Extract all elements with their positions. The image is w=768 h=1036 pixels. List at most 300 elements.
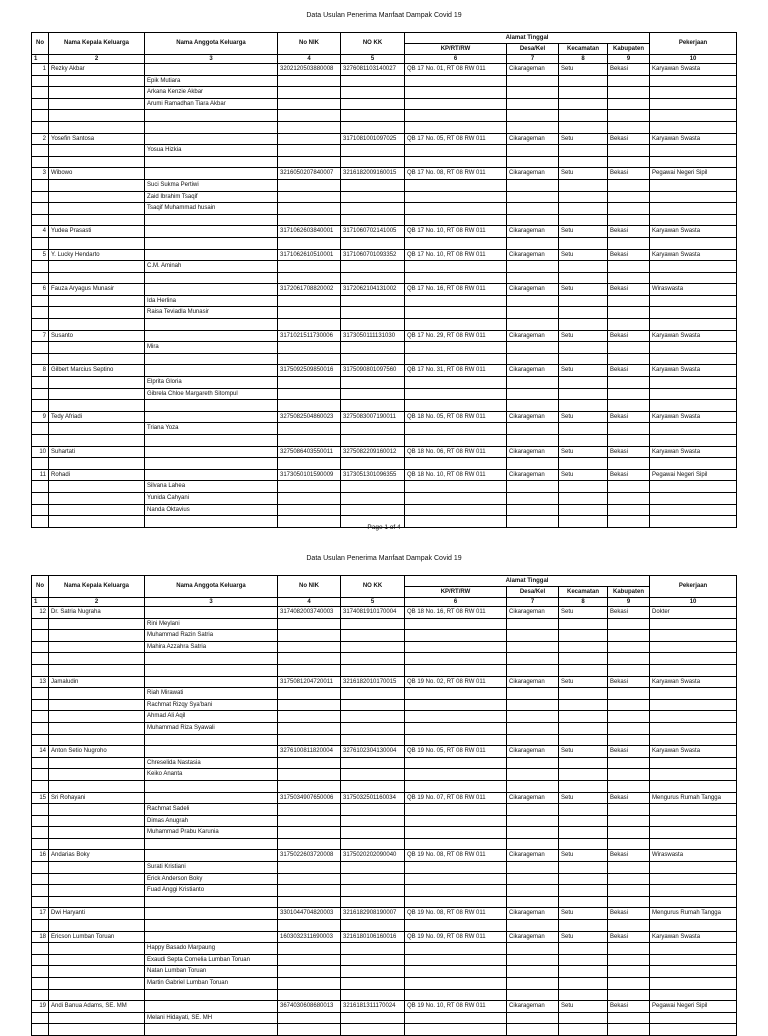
cell-anggota-keluarga: Natan Lumban Toruan bbox=[145, 966, 278, 978]
cell-nik bbox=[278, 885, 341, 897]
table-row bbox=[32, 815, 737, 827]
cell-kepala-keluarga bbox=[49, 769, 145, 781]
cell-nik bbox=[278, 400, 341, 412]
cell-no-kk bbox=[341, 804, 405, 816]
cell-no bbox=[32, 711, 49, 723]
cell-kepala-keluarga bbox=[49, 75, 145, 87]
cell-kecamatan bbox=[559, 641, 608, 653]
table-row bbox=[32, 954, 737, 966]
cell-kp-rt-rw: QB 19 No. 05, RT 08 RW 011 bbox=[405, 746, 507, 758]
cell-kepala-keluarga bbox=[49, 342, 145, 354]
cell-no bbox=[32, 943, 49, 955]
cell-anggota-keluarga: Chreselida Nastasia bbox=[145, 757, 278, 769]
table-row bbox=[32, 121, 737, 133]
cell-anggota-keluarga: Nanda Oktavius bbox=[145, 504, 278, 516]
cell-kp-rt-rw: QB 17 No. 10, RT 08 RW 011 bbox=[405, 226, 507, 238]
cell-no bbox=[32, 920, 49, 932]
table-row bbox=[32, 481, 737, 493]
table-row bbox=[32, 908, 737, 920]
table-row bbox=[32, 411, 737, 423]
cell-anggota-keluarga bbox=[145, 400, 278, 412]
cell-no bbox=[32, 388, 49, 400]
cell-anggota-keluarga bbox=[145, 989, 278, 1001]
table-row bbox=[32, 237, 737, 249]
cell-kepala-keluarga bbox=[49, 630, 145, 642]
cell-no-kk bbox=[341, 978, 405, 990]
cell-kecamatan bbox=[559, 98, 608, 110]
cell-kp-rt-rw bbox=[405, 966, 507, 978]
cell-no bbox=[32, 110, 49, 122]
cell-no-kk bbox=[341, 966, 405, 978]
cell-no-kk bbox=[341, 688, 405, 700]
cell-desa-kel: Cikarageman bbox=[507, 226, 559, 238]
page-footer bbox=[0, 520, 768, 534]
cell-anggota-keluarga bbox=[145, 850, 278, 862]
cell-kepala-keluarga bbox=[49, 804, 145, 816]
cell-kabupaten: Bekasi bbox=[608, 226, 650, 238]
cell-pekerjaan bbox=[650, 1012, 737, 1024]
cell-no-kk bbox=[341, 261, 405, 273]
cell-kabupaten bbox=[608, 664, 650, 676]
cell-anggota-keluarga bbox=[145, 896, 278, 908]
cell-desa-kel bbox=[507, 156, 559, 168]
cell-kepala-keluarga: Rohadi bbox=[49, 469, 145, 481]
header-kepala: Nama Kepala Keluarga bbox=[49, 576, 145, 598]
cell-desa-kel bbox=[507, 110, 559, 122]
cell-kabupaten bbox=[608, 780, 650, 792]
cell-anggota-keluarga: Yosua Hizkia bbox=[145, 145, 278, 157]
cell-no bbox=[32, 757, 49, 769]
cell-kepala-keluarga bbox=[49, 191, 145, 203]
cell-kabupaten bbox=[608, 504, 650, 516]
cell-pekerjaan bbox=[650, 838, 737, 850]
cell-kepala-keluarga: Andarias Boky bbox=[49, 850, 145, 862]
col-num: 1 bbox=[32, 55, 49, 64]
cell-nik: 3275082504860023 bbox=[278, 411, 341, 423]
table-row bbox=[32, 446, 737, 458]
col-num: 4 bbox=[278, 55, 341, 64]
cell-nik: 3173050101590009 bbox=[278, 469, 341, 481]
header-alamat: Alamat Tinggal bbox=[405, 576, 650, 587]
cell-kabupaten bbox=[608, 388, 650, 400]
cell-desa-kel bbox=[507, 458, 559, 470]
cell-kecamatan bbox=[559, 435, 608, 447]
cell-desa-kel bbox=[507, 237, 559, 249]
cell-kabupaten bbox=[608, 641, 650, 653]
cell-desa-kel: Cikarageman bbox=[507, 133, 559, 145]
cell-kp-rt-rw bbox=[405, 435, 507, 447]
cell-nik bbox=[278, 353, 341, 365]
cell-kabupaten bbox=[608, 920, 650, 932]
table-row bbox=[32, 920, 737, 932]
cell-kepala-keluarga bbox=[49, 711, 145, 723]
cell-kp-rt-rw bbox=[405, 319, 507, 331]
cell-kecamatan bbox=[559, 353, 608, 365]
header-no: No bbox=[32, 33, 49, 55]
cell-kecamatan bbox=[559, 769, 608, 781]
cell-kepala-keluarga bbox=[49, 734, 145, 746]
cell-pekerjaan: Dokter bbox=[650, 607, 737, 619]
cell-kp-rt-rw bbox=[405, 641, 507, 653]
cell-kabupaten bbox=[608, 699, 650, 711]
cell-anggota-keluarga: Gibrela Chloe Margareth Sitompul bbox=[145, 388, 278, 400]
cell-kepala-keluarga: Sri Rohayani bbox=[49, 792, 145, 804]
cell-kepala-keluarga bbox=[49, 87, 145, 99]
header-desa: Desa/Kel bbox=[507, 44, 559, 55]
cell-kecamatan bbox=[559, 492, 608, 504]
cell-pekerjaan bbox=[650, 757, 737, 769]
cell-no-kk: 3175020202090040 bbox=[341, 850, 405, 862]
cell-kabupaten bbox=[608, 711, 650, 723]
cell-anggota-keluarga bbox=[145, 792, 278, 804]
cell-anggota-keluarga bbox=[145, 1001, 278, 1013]
cell-desa-kel bbox=[507, 435, 559, 447]
cell-pekerjaan bbox=[650, 641, 737, 653]
cell-kecamatan bbox=[559, 261, 608, 273]
cell-no-kk bbox=[341, 838, 405, 850]
cell-no bbox=[32, 699, 49, 711]
cell-kabupaten bbox=[608, 630, 650, 642]
cell-no: 11 bbox=[32, 469, 49, 481]
cell-desa-kel bbox=[507, 87, 559, 99]
table-row bbox=[32, 75, 737, 87]
cell-kepala-keluarga bbox=[49, 307, 145, 319]
cell-kp-rt-rw bbox=[405, 458, 507, 470]
cell-no-kk bbox=[341, 435, 405, 447]
table-row bbox=[32, 827, 737, 839]
cell-pekerjaan bbox=[650, 688, 737, 700]
cell-no-kk bbox=[341, 885, 405, 897]
cell-kp-rt-rw: QB 17 No. 16, RT 08 RW 011 bbox=[405, 284, 507, 296]
cell-desa-kel bbox=[507, 319, 559, 331]
cell-kabupaten bbox=[608, 75, 650, 87]
cell-kepala-keluarga: Dwi Haryanti bbox=[49, 908, 145, 920]
cell-kecamatan: Setu bbox=[559, 931, 608, 943]
cell-desa-kel bbox=[507, 481, 559, 493]
cell-no bbox=[32, 838, 49, 850]
cell-desa-kel bbox=[507, 98, 559, 110]
cell-pekerjaan bbox=[650, 966, 737, 978]
cell-no-kk bbox=[341, 145, 405, 157]
cell-pekerjaan bbox=[650, 179, 737, 191]
cell-no-kk bbox=[341, 504, 405, 516]
table-row bbox=[32, 804, 737, 816]
cell-kabupaten: Bekasi bbox=[608, 469, 650, 481]
cell-kabupaten bbox=[608, 1024, 650, 1036]
table-row bbox=[32, 458, 737, 470]
cell-no-kk: 3174081910170004 bbox=[341, 607, 405, 619]
cell-nik bbox=[278, 191, 341, 203]
cell-no-kk bbox=[341, 722, 405, 734]
cell-no bbox=[32, 1024, 49, 1036]
document-title: Data Usulan Penerima Manfaat Dampak Covid 19 bbox=[306, 12, 462, 19]
cell-kecamatan bbox=[559, 110, 608, 122]
cell-nik bbox=[278, 966, 341, 978]
cell-kepala-keluarga bbox=[49, 954, 145, 966]
table-body bbox=[32, 607, 737, 1036]
header-alamat: Alamat Tinggal bbox=[405, 33, 650, 44]
cell-desa-kel: Cikarageman bbox=[507, 168, 559, 180]
cell-kp-rt-rw bbox=[405, 885, 507, 897]
cell-no bbox=[32, 75, 49, 87]
cell-kabupaten bbox=[608, 261, 650, 273]
header-kk: NO KK bbox=[341, 576, 405, 598]
cell-nik bbox=[278, 261, 341, 273]
cell-kabupaten bbox=[608, 481, 650, 493]
cell-nik: 3172061708820002 bbox=[278, 284, 341, 296]
cell-kabupaten bbox=[608, 400, 650, 412]
cell-anggota-keluarga: Tsaqif Muhammad husain bbox=[145, 203, 278, 215]
cell-nik bbox=[278, 1024, 341, 1036]
cell-kabupaten: Bekasi bbox=[608, 411, 650, 423]
cell-kepala-keluarga bbox=[49, 295, 145, 307]
col-num: 2 bbox=[49, 55, 145, 64]
cell-no-kk bbox=[341, 954, 405, 966]
cell-kabupaten bbox=[608, 307, 650, 319]
table-row bbox=[32, 1012, 737, 1024]
cell-kabupaten bbox=[608, 435, 650, 447]
cell-kecamatan bbox=[559, 815, 608, 827]
cell-no-kk bbox=[341, 295, 405, 307]
cell-no-kk bbox=[341, 110, 405, 122]
cell-kabupaten bbox=[608, 342, 650, 354]
cell-kabupaten: Bekasi bbox=[608, 64, 650, 76]
cell-nik bbox=[278, 481, 341, 493]
table-row bbox=[32, 179, 737, 191]
cell-kepala-keluarga bbox=[49, 388, 145, 400]
cell-no-kk bbox=[341, 307, 405, 319]
cell-anggota-keluarga bbox=[145, 110, 278, 122]
cell-no bbox=[32, 688, 49, 700]
cell-anggota-keluarga: Elprita Gloria bbox=[145, 377, 278, 389]
cell-kecamatan bbox=[559, 214, 608, 226]
cell-no bbox=[32, 400, 49, 412]
cell-nik bbox=[278, 734, 341, 746]
cell-anggota-keluarga: Arumi Ramadhan Tiara Akbar bbox=[145, 98, 278, 110]
cell-no bbox=[32, 492, 49, 504]
table-row bbox=[32, 330, 737, 342]
cell-kabupaten bbox=[608, 1012, 650, 1024]
cell-no bbox=[32, 458, 49, 470]
cell-kp-rt-rw bbox=[405, 827, 507, 839]
cell-kabupaten: Bekasi bbox=[608, 607, 650, 619]
cell-kp-rt-rw bbox=[405, 110, 507, 122]
cell-kabupaten bbox=[608, 237, 650, 249]
cell-kepala-keluarga: Yosefin Santosa bbox=[49, 133, 145, 145]
cell-desa-kel: Cikarageman bbox=[507, 330, 559, 342]
cell-kepala-keluarga bbox=[49, 179, 145, 191]
cell-kepala-keluarga bbox=[49, 699, 145, 711]
cell-kp-rt-rw: QB 17 No. 29, RT 08 RW 011 bbox=[405, 330, 507, 342]
cell-no-kk bbox=[341, 943, 405, 955]
cell-anggota-keluarga bbox=[145, 780, 278, 792]
cell-pekerjaan bbox=[650, 722, 737, 734]
cell-kepala-keluarga bbox=[49, 664, 145, 676]
table-row bbox=[32, 64, 737, 76]
cell-kepala-keluarga bbox=[49, 1012, 145, 1024]
table-row bbox=[32, 214, 737, 226]
cell-no-kk bbox=[341, 75, 405, 87]
cell-kabupaten bbox=[608, 492, 650, 504]
cell-anggota-keluarga: Martin Gabriel Lumban Toruan bbox=[145, 978, 278, 990]
cell-kecamatan bbox=[559, 87, 608, 99]
cell-kecamatan bbox=[559, 272, 608, 284]
cell-kecamatan: Setu bbox=[559, 168, 608, 180]
cell-pekerjaan bbox=[650, 885, 737, 897]
cell-desa-kel bbox=[507, 388, 559, 400]
recipient-table bbox=[31, 575, 737, 1036]
col-num: 2 bbox=[49, 598, 145, 607]
cell-desa-kel bbox=[507, 295, 559, 307]
cell-pekerjaan bbox=[650, 481, 737, 493]
cell-desa-kel bbox=[507, 978, 559, 990]
cell-desa-kel bbox=[507, 734, 559, 746]
cell-kabupaten bbox=[608, 827, 650, 839]
cell-pekerjaan bbox=[650, 423, 737, 435]
cell-no-kk bbox=[341, 272, 405, 284]
cell-anggota-keluarga bbox=[145, 435, 278, 447]
cell-anggota-keluarga: Silvana Lahea bbox=[145, 481, 278, 493]
cell-nik bbox=[278, 630, 341, 642]
cell-no bbox=[32, 966, 49, 978]
cell-no-kk bbox=[341, 191, 405, 203]
cell-desa-kel bbox=[507, 145, 559, 157]
cell-kp-rt-rw bbox=[405, 722, 507, 734]
cell-no bbox=[32, 978, 49, 990]
cell-nik: 1603032311690003 bbox=[278, 931, 341, 943]
header-kecamatan: Kecamatan bbox=[559, 587, 608, 598]
cell-no: 19 bbox=[32, 1001, 49, 1013]
cell-kp-rt-rw bbox=[405, 295, 507, 307]
cell-nik bbox=[278, 203, 341, 215]
table-row bbox=[32, 191, 737, 203]
cell-kabupaten: Bekasi bbox=[608, 365, 650, 377]
cell-pekerjaan: Karyawan Swasta bbox=[650, 446, 737, 458]
cell-desa-kel bbox=[507, 179, 559, 191]
cell-kecamatan bbox=[559, 618, 608, 630]
cell-no bbox=[32, 307, 49, 319]
cell-kp-rt-rw bbox=[405, 688, 507, 700]
cell-kabupaten: Bekasi bbox=[608, 746, 650, 758]
cell-kepala-keluarga: Gilbert Marcius Septino bbox=[49, 365, 145, 377]
table-row bbox=[32, 722, 737, 734]
cell-anggota-keluarga: Muhammad Razin Satria bbox=[145, 630, 278, 642]
cell-kecamatan: Setu bbox=[559, 446, 608, 458]
cell-nik bbox=[278, 978, 341, 990]
cell-pekerjaan bbox=[650, 353, 737, 365]
table-row bbox=[32, 630, 737, 642]
cell-kabupaten: Bekasi bbox=[608, 792, 650, 804]
cell-nik bbox=[278, 110, 341, 122]
cell-no bbox=[32, 435, 49, 447]
cell-kecamatan bbox=[559, 342, 608, 354]
cell-kp-rt-rw bbox=[405, 353, 507, 365]
cell-pekerjaan bbox=[650, 191, 737, 203]
cell-desa-kel bbox=[507, 203, 559, 215]
cell-kabupaten bbox=[608, 98, 650, 110]
cell-kecamatan: Setu bbox=[559, 365, 608, 377]
cell-anggota-keluarga bbox=[145, 469, 278, 481]
cell-kabupaten bbox=[608, 214, 650, 226]
cell-anggota-keluarga bbox=[145, 330, 278, 342]
table-row bbox=[32, 307, 737, 319]
table-row bbox=[32, 272, 737, 284]
cell-no-kk bbox=[341, 400, 405, 412]
cell-desa-kel bbox=[507, 191, 559, 203]
cell-nik bbox=[278, 722, 341, 734]
col-num: 8 bbox=[559, 55, 608, 64]
cell-kabupaten bbox=[608, 838, 650, 850]
cell-nik bbox=[278, 896, 341, 908]
cell-kabupaten bbox=[608, 804, 650, 816]
cell-kepala-keluarga: Y. Lucky Hendarto bbox=[49, 249, 145, 261]
cell-kp-rt-rw bbox=[405, 179, 507, 191]
cell-pekerjaan bbox=[650, 504, 737, 516]
cell-kecamatan bbox=[559, 804, 608, 816]
cell-kecamatan: Setu bbox=[559, 469, 608, 481]
col-num: 4 bbox=[278, 598, 341, 607]
cell-kp-rt-rw bbox=[405, 954, 507, 966]
cell-anggota-keluarga bbox=[145, 272, 278, 284]
cell-kp-rt-rw: QB 17 No. 10, RT 08 RW 011 bbox=[405, 249, 507, 261]
table-row bbox=[32, 711, 737, 723]
cell-nik: 3171062603840001 bbox=[278, 226, 341, 238]
cell-no bbox=[32, 989, 49, 1001]
cell-pekerjaan bbox=[650, 896, 737, 908]
cell-kepala-keluarga: Fauza Aryagus Munasir bbox=[49, 284, 145, 296]
table-row bbox=[32, 607, 737, 619]
cell-no-kk bbox=[341, 641, 405, 653]
cell-nik bbox=[278, 295, 341, 307]
cell-nik bbox=[278, 121, 341, 133]
cell-pekerjaan: Pegawai Negeri Sipil bbox=[650, 469, 737, 481]
cell-kabupaten bbox=[608, 458, 650, 470]
cell-pekerjaan: Karyawan Swasta bbox=[650, 746, 737, 758]
cell-no bbox=[32, 780, 49, 792]
cell-kp-rt-rw bbox=[405, 920, 507, 932]
cell-no-kk bbox=[341, 458, 405, 470]
table-row bbox=[32, 504, 737, 516]
header-anggota: Nama Anggota Keluarga bbox=[145, 33, 278, 55]
cell-kp-rt-rw bbox=[405, 87, 507, 99]
cell-anggota-keluarga: Dimas Anugrah bbox=[145, 815, 278, 827]
cell-anggota-keluarga: Riah Mirawati bbox=[145, 688, 278, 700]
cell-kepala-keluarga bbox=[49, 504, 145, 516]
cell-no-kk bbox=[341, 353, 405, 365]
cell-nik: 3301044704820003 bbox=[278, 908, 341, 920]
cell-no: 17 bbox=[32, 908, 49, 920]
cell-no-kk: 3275082209160012 bbox=[341, 446, 405, 458]
header-kprtrw: KP/RT/RW bbox=[405, 587, 507, 598]
cell-kp-rt-rw bbox=[405, 769, 507, 781]
cell-desa-kel: Cikarageman bbox=[507, 249, 559, 261]
cell-desa-kel: Cikarageman bbox=[507, 746, 559, 758]
cell-kecamatan: Setu bbox=[559, 607, 608, 619]
cell-pekerjaan bbox=[650, 377, 737, 389]
cell-kepala-keluarga bbox=[49, 618, 145, 630]
cell-kecamatan: Setu bbox=[559, 64, 608, 76]
cell-kepala-keluarga: Anton Setio Nugroho bbox=[49, 746, 145, 758]
cell-no bbox=[32, 873, 49, 885]
cell-kp-rt-rw: QB 19 No. 02, RT 08 RW 011 bbox=[405, 676, 507, 688]
cell-pekerjaan bbox=[650, 873, 737, 885]
cell-anggota-keluarga bbox=[145, 249, 278, 261]
table-row bbox=[32, 295, 737, 307]
cell-nik bbox=[278, 319, 341, 331]
cell-kepala-keluarga bbox=[49, 237, 145, 249]
cell-kepala-keluarga bbox=[49, 943, 145, 955]
cell-kp-rt-rw bbox=[405, 191, 507, 203]
